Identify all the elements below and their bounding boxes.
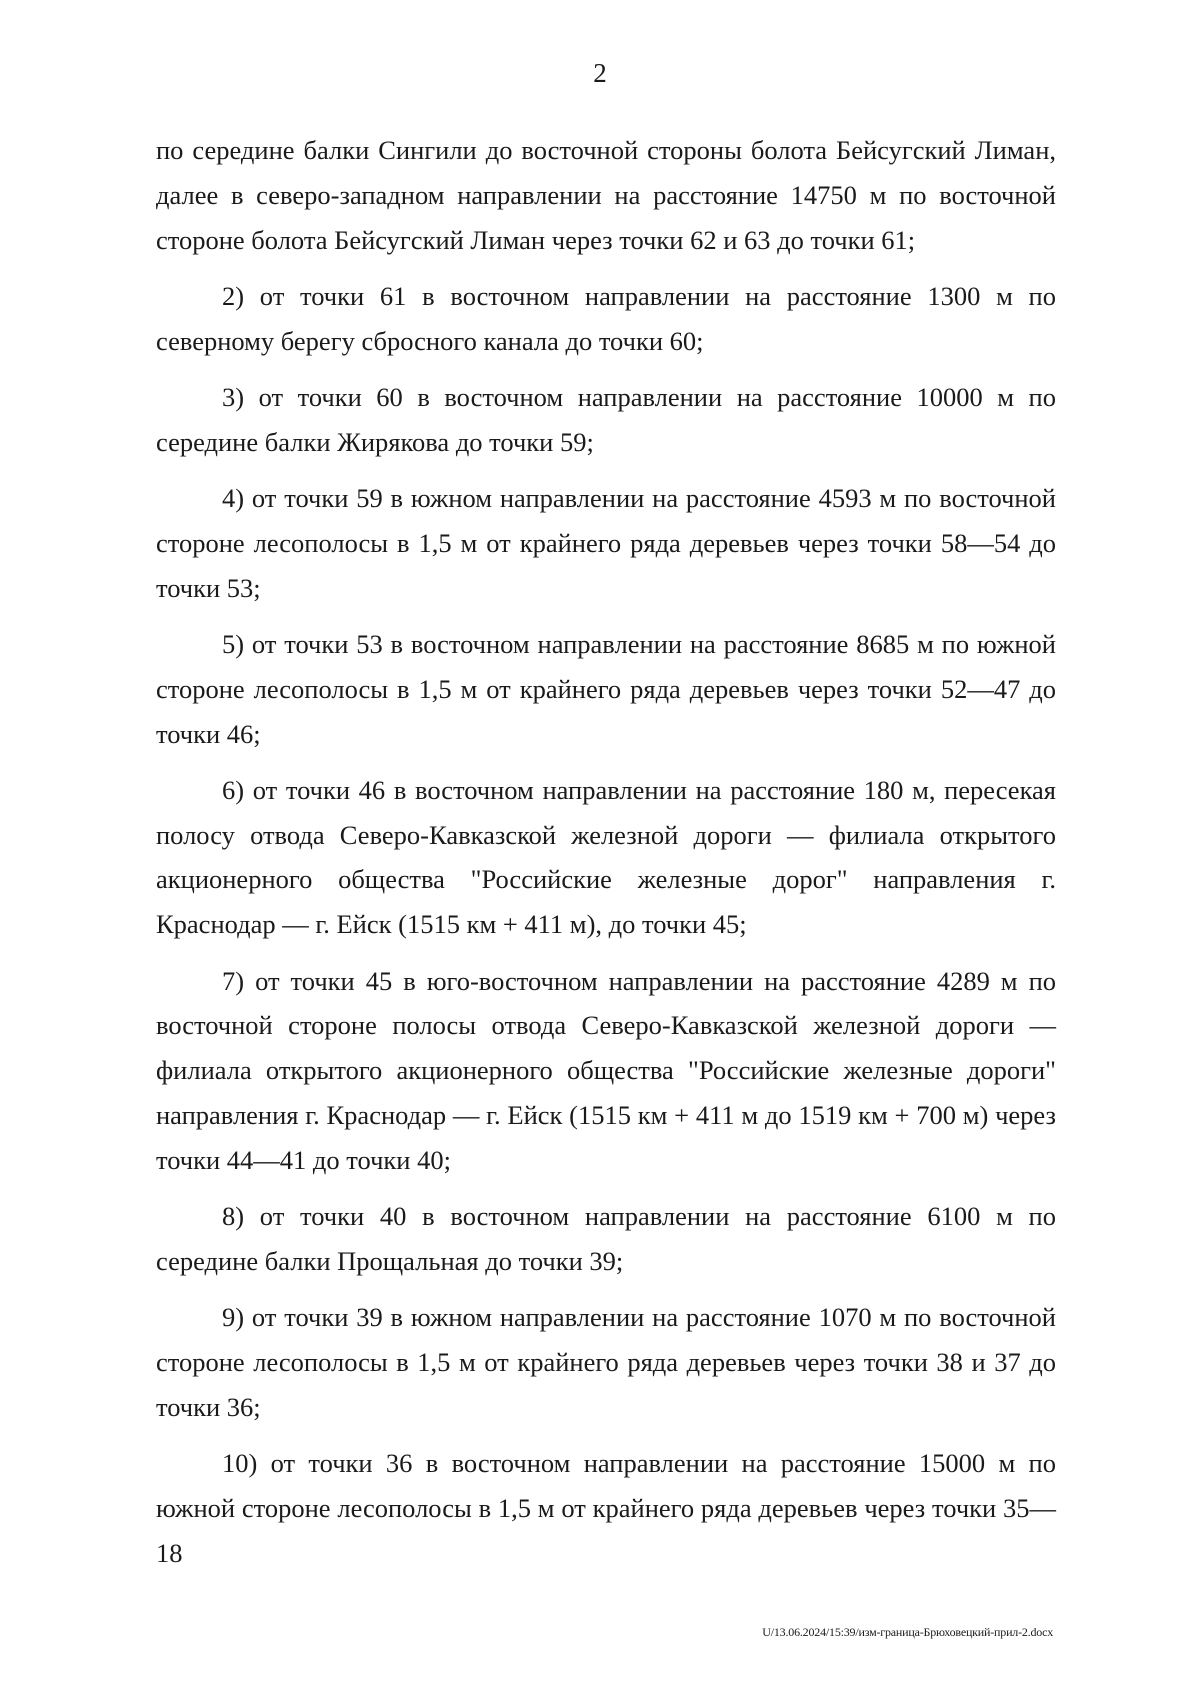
paragraph-item-5: 5) от точки 53 в восточном направлении на расстояние 8685 м по южной стороне лесополосы в 1,5 м от крайнего ряда деревьев через точки 52—47 до точки 46; — [156, 628, 1056, 749]
paragraph-item-2: 2) от точки 61 в восточном направлении на расстояние 1300 м по северному берегу сбросного канала до точки 60; — [156, 280, 1056, 356]
paragraph-item-10: 10) от точки 36 в восточном направлении на расстояние 15000 м по южной стороне лесополосы в 1,5 м от крайнего ряда деревьев через точки 35—18 — [156, 1448, 1056, 1568]
document-footer-path: U/13.06.2024/15:39/изм-граница-Брюховецкий-прил-2.docx — [762, 1625, 1053, 1639]
paragraph-item-8: 8) от точки 40 в восточном направлении на расстояние 6100 м по середине балки Прощальная до точки 39; — [156, 1201, 1056, 1276]
paragraph-item-9: 9) от точки 39 в южном направлении на расстояние 1070 м по восточной стороне лесополосы в 1,5 м от крайнего ряда деревьев через точки 38 и 37 до точки 36; — [156, 1302, 1056, 1422]
page-number: 2 — [593, 58, 607, 88]
document-body — [156, 128, 1056, 1587]
paragraph-item-4: 4) от точки 59 в южном направлении на расстояние 4593 м по восточной стороне лесополосы в 1,5 м от крайнего ряда деревьев через точки 58—54 до точки 53; — [156, 483, 1056, 603]
paragraph-continuation: по середине балки Сингили до восточной стороны болота Бейсугский Лиман, далее в северо-западном направлении на расстояние 14750 м по восточной стороне болота Бейсугский Лиман через точки 62 и 63 до точки 61; — [156, 135, 1056, 255]
paragraph-item-6: 6) от точки 46 в восточном направлении на расстояние 180 м, пересекая полосу отвода Северо-Кавказской железной дороги — филиала открытого акционерного общества "Российские железные дорог" направления г. Краснодар — г. Ейск (1515 км + 411 м), до точки 45; — [156, 774, 1056, 940]
paragraph-item-7: 7) от точки 45 в юго-восточном направлении на расстояние 4289 м по восточной стороне полосы отвода Северо-Кавказской железной дороги — филиала открытого акционерного общества "Российские железные дороги" направления г. Краснодар — г. Ейск (1515 км + 411 м до 1519 км + 700 м) через точки 44—41 до точки 40; — [156, 965, 1056, 1175]
paragraph-item-3: 3) от точки 60 в восточном направлении на расстояние 10000 м по середине балки Жирякова до точки 59; — [156, 381, 1056, 457]
